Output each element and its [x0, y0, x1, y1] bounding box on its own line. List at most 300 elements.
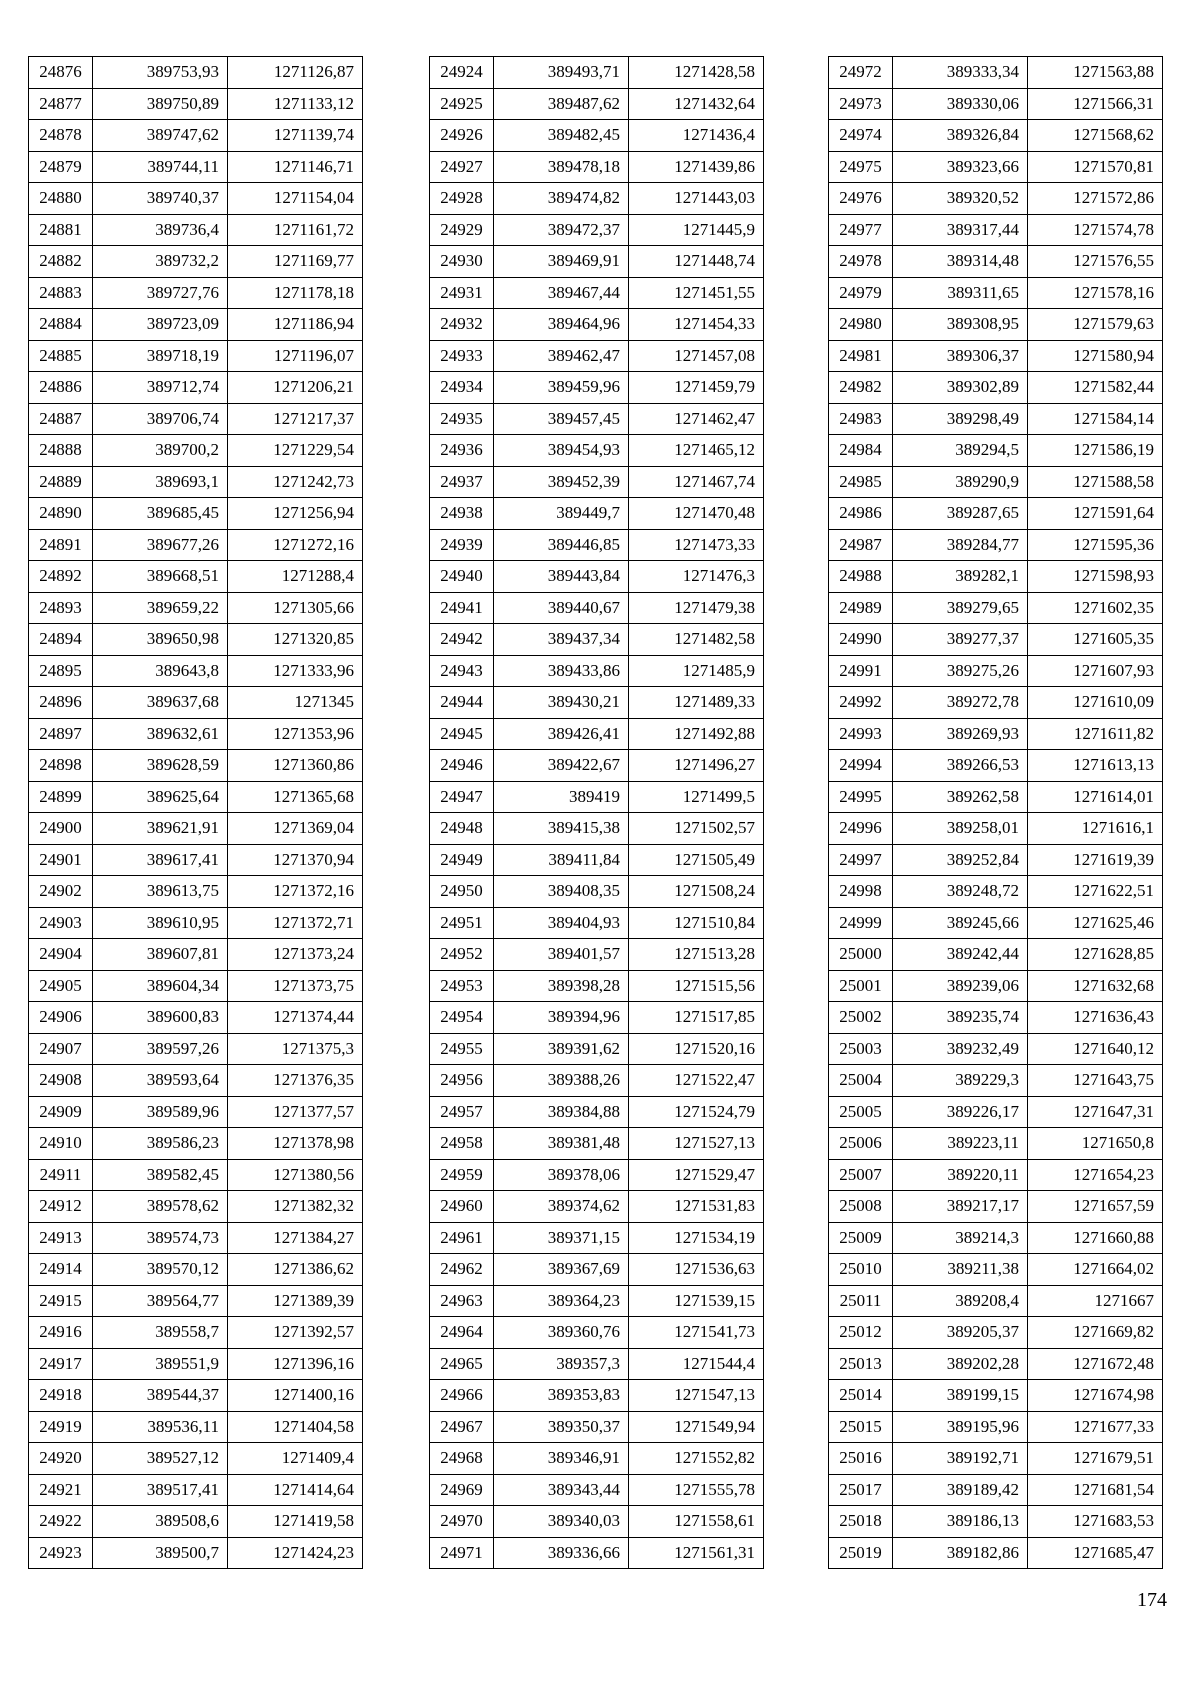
y-coordinate-cell: 1271582,44	[1028, 372, 1163, 404]
point-number-cell: 24929	[430, 214, 494, 246]
x-coordinate-cell: 389302,89	[893, 372, 1028, 404]
table-row	[29, 88, 363, 120]
point-number-cell: 24966	[430, 1380, 494, 1412]
y-coordinate-cell: 1271439,86	[629, 151, 764, 183]
y-coordinate-cell: 1271485,9	[629, 655, 764, 687]
y-coordinate-cell: 1271502,57	[629, 813, 764, 845]
x-coordinate-cell: 389394,96	[494, 1002, 629, 1034]
y-coordinate-cell: 1271360,86	[228, 750, 363, 782]
x-coordinate-cell: 389415,38	[494, 813, 629, 845]
point-number-cell: 24986	[829, 498, 893, 530]
point-number-cell: 24890	[29, 498, 93, 530]
x-coordinate-cell: 389401,57	[494, 939, 629, 971]
y-coordinate-cell: 1271345	[228, 687, 363, 719]
x-coordinate-cell: 389732,2	[93, 246, 228, 278]
point-number-cell: 24998	[829, 876, 893, 908]
y-coordinate-cell: 1271256,94	[228, 498, 363, 530]
table-row	[29, 183, 363, 215]
table-row	[430, 1285, 764, 1317]
x-coordinate-cell: 389360,76	[494, 1317, 629, 1349]
table-row	[829, 183, 1163, 215]
point-number-cell: 24997	[829, 844, 893, 876]
y-coordinate-cell: 1271139,74	[228, 120, 363, 152]
x-coordinate-cell: 389398,28	[494, 970, 629, 1002]
point-number-cell: 25002	[829, 1002, 893, 1034]
point-number-cell: 24914	[29, 1254, 93, 1286]
table-row	[829, 57, 1163, 89]
point-number-cell: 24930	[430, 246, 494, 278]
y-coordinate-cell: 1271396,16	[228, 1348, 363, 1380]
table-row	[29, 214, 363, 246]
table-row	[430, 1096, 764, 1128]
x-coordinate-cell: 389364,23	[494, 1285, 629, 1317]
y-coordinate-cell: 1271482,58	[629, 624, 764, 656]
y-coordinate-cell: 1271632,68	[1028, 970, 1163, 1002]
point-number-cell: 24969	[430, 1474, 494, 1506]
table-row	[430, 1033, 764, 1065]
x-coordinate-cell: 389378,06	[494, 1159, 629, 1191]
point-number-cell: 24941	[430, 592, 494, 624]
x-coordinate-cell: 389650,98	[93, 624, 228, 656]
point-number-cell: 24978	[829, 246, 893, 278]
table-row	[29, 57, 363, 89]
y-coordinate-cell: 1271378,98	[228, 1128, 363, 1160]
y-coordinate-cell: 1271574,78	[1028, 214, 1163, 246]
table-row	[829, 687, 1163, 719]
y-coordinate-cell: 1271492,88	[629, 718, 764, 750]
y-coordinate-cell: 1271605,35	[1028, 624, 1163, 656]
point-number-cell: 24975	[829, 151, 893, 183]
table-row	[430, 624, 764, 656]
point-number-cell: 24961	[430, 1222, 494, 1254]
x-coordinate-cell: 389214,3	[893, 1222, 1028, 1254]
y-coordinate-cell: 1271320,85	[228, 624, 363, 656]
y-coordinate-cell: 1271217,37	[228, 403, 363, 435]
y-coordinate-cell: 1271436,4	[629, 120, 764, 152]
point-number-cell: 24988	[829, 561, 893, 593]
table-row	[829, 1002, 1163, 1034]
point-number-cell: 24932	[430, 309, 494, 341]
x-coordinate-cell: 389426,41	[494, 718, 629, 750]
x-coordinate-cell: 389258,01	[893, 813, 1028, 845]
y-coordinate-cell: 1271602,35	[1028, 592, 1163, 624]
x-coordinate-cell: 389604,34	[93, 970, 228, 1002]
table-row	[829, 1380, 1163, 1412]
table-row	[829, 939, 1163, 971]
table-row	[29, 655, 363, 687]
table-row	[29, 592, 363, 624]
table-row	[829, 1285, 1163, 1317]
y-coordinate-cell: 1271654,23	[1028, 1159, 1163, 1191]
point-number-cell: 24965	[430, 1348, 494, 1380]
table-row	[829, 1506, 1163, 1538]
y-coordinate-cell: 1271611,82	[1028, 718, 1163, 750]
point-number-cell: 24971	[430, 1537, 494, 1569]
y-coordinate-cell: 1271561,31	[629, 1537, 764, 1569]
x-coordinate-cell: 389208,4	[893, 1285, 1028, 1317]
point-number-cell: 24889	[29, 466, 93, 498]
y-coordinate-cell: 1271372,16	[228, 876, 363, 908]
y-coordinate-cell: 1271389,39	[228, 1285, 363, 1317]
point-number-cell: 24921	[29, 1474, 93, 1506]
point-number-cell: 24977	[829, 214, 893, 246]
y-coordinate-cell: 1271380,56	[228, 1159, 363, 1191]
y-coordinate-cell: 1271664,02	[1028, 1254, 1163, 1286]
y-coordinate-cell: 1271580,94	[1028, 340, 1163, 372]
point-number-cell: 24910	[29, 1128, 93, 1160]
x-coordinate-cell: 389262,58	[893, 781, 1028, 813]
x-coordinate-cell: 389564,77	[93, 1285, 228, 1317]
table-row	[29, 1128, 363, 1160]
table-row	[29, 1159, 363, 1191]
x-coordinate-cell: 389727,76	[93, 277, 228, 309]
x-coordinate-cell: 389446,85	[494, 529, 629, 561]
y-coordinate-cell: 1271333,96	[228, 655, 363, 687]
y-coordinate-cell: 1271505,49	[629, 844, 764, 876]
point-number-cell: 24938	[430, 498, 494, 530]
y-coordinate-cell: 1271409,4	[228, 1443, 363, 1475]
point-number-cell: 24882	[29, 246, 93, 278]
x-coordinate-cell: 389570,12	[93, 1254, 228, 1286]
x-coordinate-cell: 389290,9	[893, 466, 1028, 498]
page-number: 174	[1137, 1589, 1167, 1611]
table-row	[29, 1348, 363, 1380]
x-coordinate-cell: 389217,17	[893, 1191, 1028, 1223]
x-coordinate-cell: 389464,96	[494, 309, 629, 341]
y-coordinate-cell: 1271622,51	[1028, 876, 1163, 908]
table-row	[29, 435, 363, 467]
table-row	[829, 844, 1163, 876]
y-coordinate-cell: 1271133,12	[228, 88, 363, 120]
table-row	[29, 1443, 363, 1475]
table-row	[430, 151, 764, 183]
table-row	[829, 813, 1163, 845]
point-number-cell: 24991	[829, 655, 893, 687]
point-number-cell: 24947	[430, 781, 494, 813]
table-row	[829, 277, 1163, 309]
y-coordinate-cell: 1271476,3	[629, 561, 764, 593]
x-coordinate-cell: 389391,62	[494, 1033, 629, 1065]
table-row	[430, 1254, 764, 1286]
table-row	[829, 1348, 1163, 1380]
table-row	[29, 813, 363, 845]
point-number-cell: 24885	[29, 340, 93, 372]
x-coordinate-cell: 389617,41	[93, 844, 228, 876]
x-coordinate-cell: 389248,72	[893, 876, 1028, 908]
x-coordinate-cell: 389659,22	[93, 592, 228, 624]
x-coordinate-cell: 389182,86	[893, 1537, 1028, 1569]
table-row	[829, 1254, 1163, 1286]
table-row	[29, 970, 363, 1002]
table-row	[29, 372, 363, 404]
point-number-cell: 24904	[29, 939, 93, 971]
point-number-cell: 24939	[430, 529, 494, 561]
y-coordinate-cell: 1271465,12	[629, 435, 764, 467]
x-coordinate-cell: 389628,59	[93, 750, 228, 782]
point-number-cell: 24993	[829, 718, 893, 750]
point-number-cell: 24893	[29, 592, 93, 624]
point-number-cell: 24960	[430, 1191, 494, 1223]
table-row	[430, 529, 764, 561]
x-coordinate-cell: 389346,91	[494, 1443, 629, 1475]
x-coordinate-cell: 389314,48	[893, 246, 1028, 278]
y-coordinate-cell: 1271454,33	[629, 309, 764, 341]
table-row	[430, 1159, 764, 1191]
table-row	[829, 1443, 1163, 1475]
x-coordinate-cell: 389467,44	[494, 277, 629, 309]
table-row	[29, 1033, 363, 1065]
x-coordinate-cell: 389333,34	[893, 57, 1028, 89]
point-number-cell: 25012	[829, 1317, 893, 1349]
point-number-cell: 24900	[29, 813, 93, 845]
y-coordinate-cell: 1271681,54	[1028, 1474, 1163, 1506]
x-coordinate-cell: 389199,15	[893, 1380, 1028, 1412]
x-coordinate-cell: 389269,93	[893, 718, 1028, 750]
point-number-cell: 24958	[430, 1128, 494, 1160]
point-number-cell: 24963	[430, 1285, 494, 1317]
table-row	[29, 939, 363, 971]
y-coordinate-cell: 1271650,8	[1028, 1128, 1163, 1160]
table-row	[430, 718, 764, 750]
y-coordinate-cell: 1271392,57	[228, 1317, 363, 1349]
y-coordinate-cell: 1271558,61	[629, 1506, 764, 1538]
point-number-cell: 24973	[829, 88, 893, 120]
y-coordinate-cell: 1271206,21	[228, 372, 363, 404]
y-coordinate-cell: 1271473,33	[629, 529, 764, 561]
point-number-cell: 24883	[29, 277, 93, 309]
point-number-cell: 24915	[29, 1285, 93, 1317]
y-coordinate-cell: 1271657,59	[1028, 1191, 1163, 1223]
table-row	[430, 907, 764, 939]
point-number-cell: 24983	[829, 403, 893, 435]
x-coordinate-cell: 389607,81	[93, 939, 228, 971]
table-row	[29, 561, 363, 593]
table-row	[29, 1474, 363, 1506]
table-row	[829, 781, 1163, 813]
x-coordinate-cell: 389589,96	[93, 1096, 228, 1128]
x-coordinate-cell: 389279,65	[893, 592, 1028, 624]
y-coordinate-cell: 1271178,18	[228, 277, 363, 309]
x-coordinate-cell: 389330,06	[893, 88, 1028, 120]
y-coordinate-cell: 1271428,58	[629, 57, 764, 89]
x-coordinate-cell: 389298,49	[893, 403, 1028, 435]
table-row	[29, 403, 363, 435]
point-number-cell: 24876	[29, 57, 93, 89]
point-number-cell: 24905	[29, 970, 93, 1002]
point-number-cell: 24952	[430, 939, 494, 971]
table-row	[29, 498, 363, 530]
y-coordinate-cell: 1271196,07	[228, 340, 363, 372]
y-coordinate-cell: 1271667	[1028, 1285, 1163, 1317]
coordinate-table-2	[429, 56, 764, 1569]
point-number-cell: 24884	[29, 309, 93, 341]
table-row	[430, 561, 764, 593]
y-coordinate-cell: 1271598,93	[1028, 561, 1163, 593]
y-coordinate-cell: 1271544,4	[629, 1348, 764, 1380]
x-coordinate-cell: 389478,18	[494, 151, 629, 183]
x-coordinate-cell: 389440,67	[494, 592, 629, 624]
y-coordinate-cell: 1271619,39	[1028, 844, 1163, 876]
table-row	[430, 498, 764, 530]
y-coordinate-cell: 1271384,27	[228, 1222, 363, 1254]
point-number-cell: 25006	[829, 1128, 893, 1160]
y-coordinate-cell: 1271584,14	[1028, 403, 1163, 435]
x-coordinate-cell: 389487,62	[494, 88, 629, 120]
x-coordinate-cell: 389323,66	[893, 151, 1028, 183]
y-coordinate-cell: 1271169,77	[228, 246, 363, 278]
table-row	[29, 1506, 363, 1538]
table-row	[29, 1065, 363, 1097]
table-row	[430, 1411, 764, 1443]
table-row	[29, 1096, 363, 1128]
point-number-cell: 24970	[430, 1506, 494, 1538]
table-row	[430, 655, 764, 687]
x-coordinate-cell: 389500,7	[93, 1537, 228, 1569]
table-row	[430, 1222, 764, 1254]
x-coordinate-cell: 389597,26	[93, 1033, 228, 1065]
y-coordinate-cell: 1271419,58	[228, 1506, 363, 1538]
point-number-cell: 24894	[29, 624, 93, 656]
point-number-cell: 24954	[430, 1002, 494, 1034]
table-row	[430, 592, 764, 624]
table-row	[829, 309, 1163, 341]
y-coordinate-cell: 1271386,62	[228, 1254, 363, 1286]
point-number-cell: 24933	[430, 340, 494, 372]
table-row	[29, 151, 363, 183]
y-coordinate-cell: 1271636,43	[1028, 1002, 1163, 1034]
y-coordinate-cell: 1271613,13	[1028, 750, 1163, 782]
y-coordinate-cell: 1271375,3	[228, 1033, 363, 1065]
x-coordinate-cell: 389527,12	[93, 1443, 228, 1475]
table-row	[430, 309, 764, 341]
table-row	[29, 309, 363, 341]
table-row	[829, 151, 1163, 183]
y-coordinate-cell: 1271669,82	[1028, 1317, 1163, 1349]
point-number-cell: 25018	[829, 1506, 893, 1538]
x-coordinate-cell: 389220,11	[893, 1159, 1028, 1191]
table-row	[29, 781, 363, 813]
x-coordinate-cell: 389408,35	[494, 876, 629, 908]
x-coordinate-cell: 389750,89	[93, 88, 228, 120]
point-number-cell: 24995	[829, 781, 893, 813]
x-coordinate-cell: 389625,64	[93, 781, 228, 813]
point-number-cell: 25013	[829, 1348, 893, 1380]
y-coordinate-cell: 1271614,01	[1028, 781, 1163, 813]
y-coordinate-cell: 1271374,44	[228, 1002, 363, 1034]
x-coordinate-cell: 389287,65	[893, 498, 1028, 530]
table-row	[430, 372, 764, 404]
y-coordinate-cell: 1271186,94	[228, 309, 363, 341]
y-coordinate-cell: 1271372,71	[228, 907, 363, 939]
y-coordinate-cell: 1271353,96	[228, 718, 363, 750]
x-coordinate-cell: 389306,37	[893, 340, 1028, 372]
y-coordinate-cell: 1271479,38	[629, 592, 764, 624]
table-row	[430, 57, 764, 89]
table-row	[430, 403, 764, 435]
x-coordinate-cell: 389474,82	[494, 183, 629, 215]
y-coordinate-cell: 1271443,03	[629, 183, 764, 215]
point-number-cell: 24948	[430, 813, 494, 845]
y-coordinate-cell: 1271531,83	[629, 1191, 764, 1223]
x-coordinate-cell: 389326,84	[893, 120, 1028, 152]
table-row	[29, 340, 363, 372]
y-coordinate-cell: 1271517,85	[629, 1002, 764, 1034]
y-coordinate-cell: 1271628,85	[1028, 939, 1163, 971]
y-coordinate-cell: 1271126,87	[228, 57, 363, 89]
coordinate-table-1	[28, 56, 363, 1569]
point-number-cell: 25015	[829, 1411, 893, 1443]
x-coordinate-cell: 389340,03	[494, 1506, 629, 1538]
point-number-cell: 24972	[829, 57, 893, 89]
x-coordinate-cell: 389275,26	[893, 655, 1028, 687]
x-coordinate-cell: 389311,65	[893, 277, 1028, 309]
y-coordinate-cell: 1271515,56	[629, 970, 764, 1002]
point-number-cell: 24918	[29, 1380, 93, 1412]
x-coordinate-cell: 389621,91	[93, 813, 228, 845]
x-coordinate-cell: 389317,44	[893, 214, 1028, 246]
point-number-cell: 24901	[29, 844, 93, 876]
point-number-cell: 24950	[430, 876, 494, 908]
point-number-cell: 24936	[430, 435, 494, 467]
x-coordinate-cell: 389384,88	[494, 1096, 629, 1128]
x-coordinate-cell: 389582,45	[93, 1159, 228, 1191]
point-number-cell: 24987	[829, 529, 893, 561]
y-coordinate-cell: 1271616,1	[1028, 813, 1163, 845]
point-number-cell: 24911	[29, 1159, 93, 1191]
point-number-cell: 24913	[29, 1222, 93, 1254]
x-coordinate-cell: 389668,51	[93, 561, 228, 593]
point-number-cell: 24922	[29, 1506, 93, 1538]
table-row	[29, 1191, 363, 1223]
table-row	[829, 1474, 1163, 1506]
table-row	[29, 1537, 363, 1569]
y-coordinate-cell: 1271272,16	[228, 529, 363, 561]
point-number-cell: 24896	[29, 687, 93, 719]
table-row	[430, 876, 764, 908]
y-coordinate-cell: 1271365,68	[228, 781, 363, 813]
y-coordinate-cell: 1271643,75	[1028, 1065, 1163, 1097]
y-coordinate-cell: 1271588,58	[1028, 466, 1163, 498]
table-row	[829, 1317, 1163, 1349]
x-coordinate-cell: 389381,48	[494, 1128, 629, 1160]
y-coordinate-cell: 1271552,82	[629, 1443, 764, 1475]
x-coordinate-cell: 389536,11	[93, 1411, 228, 1443]
y-coordinate-cell: 1271572,86	[1028, 183, 1163, 215]
x-coordinate-cell: 389544,37	[93, 1380, 228, 1412]
table-row	[829, 1033, 1163, 1065]
y-coordinate-cell: 1271625,46	[1028, 907, 1163, 939]
point-number-cell: 24962	[430, 1254, 494, 1286]
table-row	[29, 120, 363, 152]
table-row	[29, 624, 363, 656]
table-row	[829, 88, 1163, 120]
y-coordinate-cell: 1271549,94	[629, 1411, 764, 1443]
table-row	[829, 907, 1163, 939]
y-coordinate-cell: 1271568,62	[1028, 120, 1163, 152]
x-coordinate-cell: 389411,84	[494, 844, 629, 876]
table-row	[829, 1222, 1163, 1254]
point-number-cell: 24976	[829, 183, 893, 215]
x-coordinate-cell: 389232,49	[893, 1033, 1028, 1065]
table-row	[29, 1317, 363, 1349]
y-coordinate-cell: 1271579,63	[1028, 309, 1163, 341]
point-number-cell: 24892	[29, 561, 93, 593]
y-coordinate-cell: 1271660,88	[1028, 1222, 1163, 1254]
point-number-cell: 25011	[829, 1285, 893, 1317]
y-coordinate-cell: 1271576,55	[1028, 246, 1163, 278]
y-coordinate-cell: 1271566,31	[1028, 88, 1163, 120]
point-number-cell: 24920	[29, 1443, 93, 1475]
